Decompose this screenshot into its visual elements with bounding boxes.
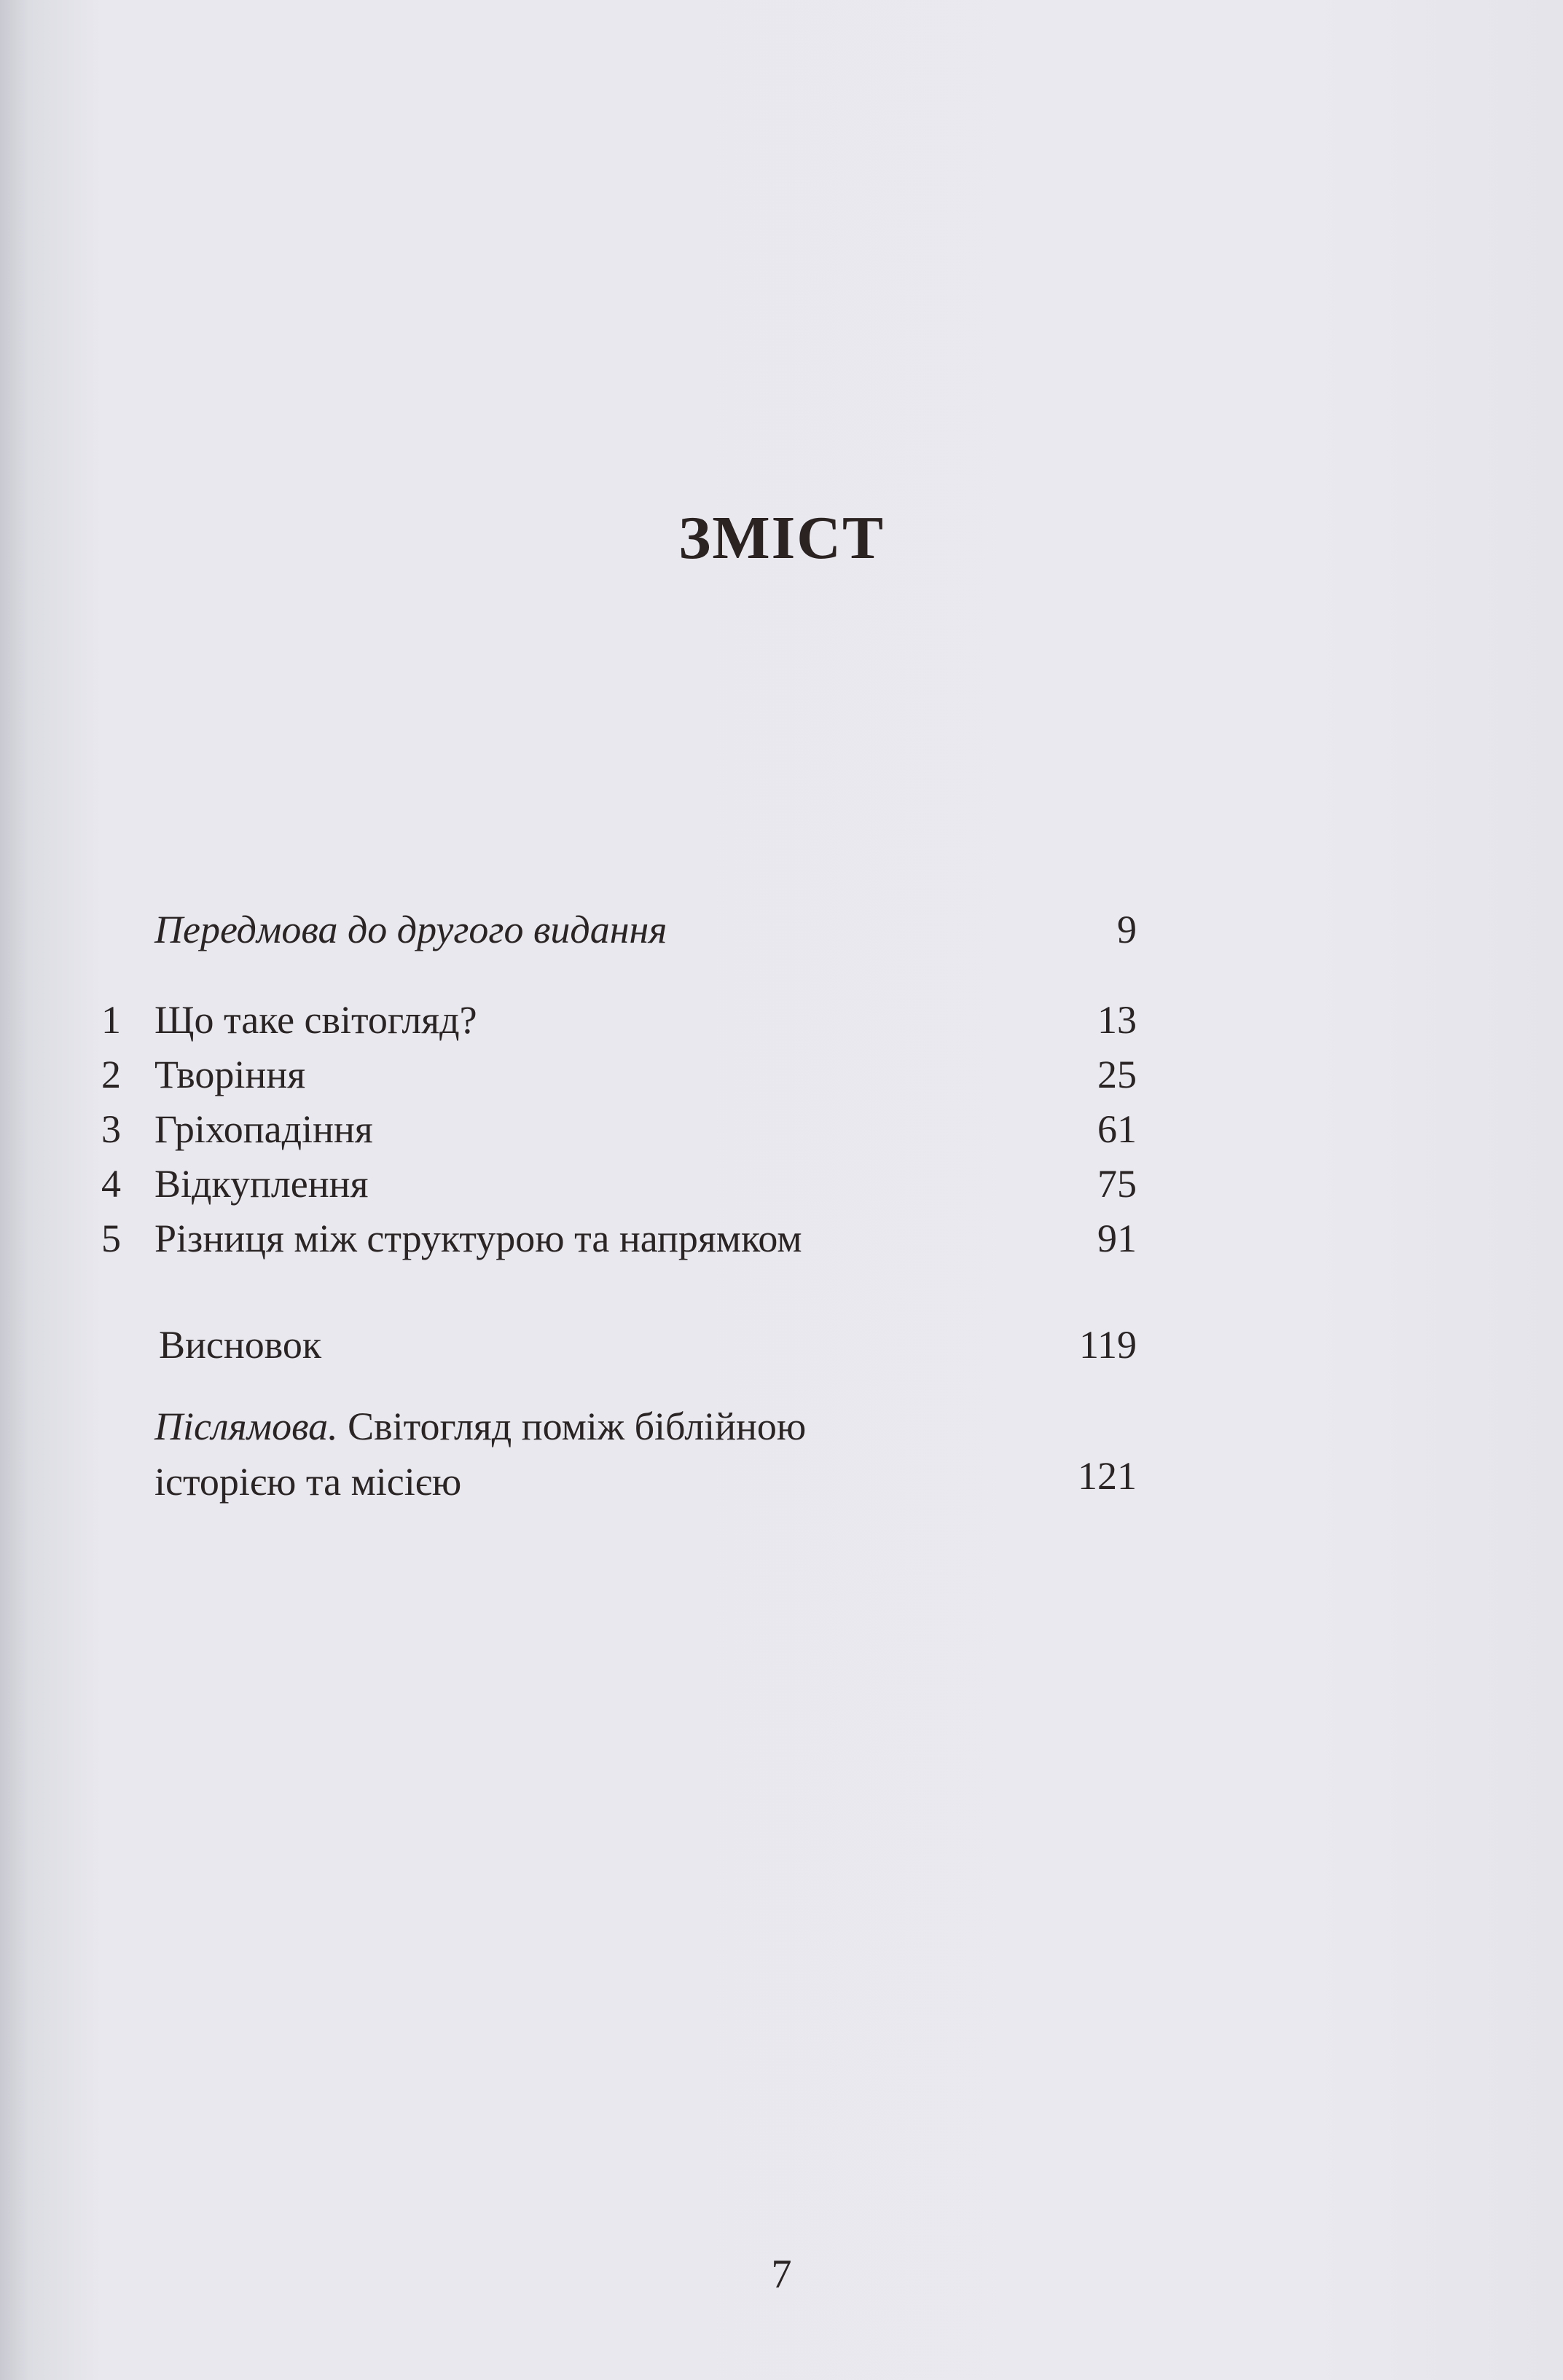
page-title: ЗМІСТ	[678, 504, 885, 572]
toc-preface-page: 9	[1117, 908, 1137, 951]
toc-conclusion-label: Висновок	[159, 1323, 322, 1367]
toc-chapter-number: 3	[101, 1107, 121, 1151]
toc-chapter-number: 5	[101, 1217, 121, 1260]
toc-chapter-number: 4	[101, 1162, 121, 1206]
toc-chapter-label: Різниця між структурою та напрямком	[154, 1217, 802, 1260]
toc-chapter-label: Відкуплення	[154, 1162, 369, 1206]
toc-conclusion-page: 119	[1079, 1323, 1137, 1367]
toc-preface-label: Передмова до другого видання	[154, 908, 667, 951]
toc-chapter-page: 91	[1097, 1217, 1137, 1260]
toc-chapter-page: 25	[1097, 1053, 1137, 1096]
page-number: 7	[771, 2252, 792, 2297]
toc-afterword-italic-word: Післямова.	[154, 1405, 338, 1448]
toc-afterword-page: 121	[1078, 1454, 1137, 1498]
toc-chapter-number: 1	[101, 998, 121, 1042]
toc-chapter-number: 2	[101, 1053, 121, 1096]
toc-afterword-rest: Світогляд поміж біблійною	[337, 1405, 807, 1448]
toc-afterword-label-line1	[154, 1399, 806, 1454]
toc-chapter-label: Що таке світогляд?	[154, 998, 477, 1042]
toc-chapter-label: Гріхопадіння	[154, 1107, 373, 1151]
toc-chapter-page: 75	[1097, 1162, 1137, 1206]
toc-chapter-page: 13	[1097, 998, 1137, 1042]
toc-afterword-label-line2: історією та місією	[154, 1460, 462, 1504]
toc-chapter-page: 61	[1097, 1107, 1137, 1151]
toc-chapter-label: Творіння	[154, 1053, 306, 1096]
